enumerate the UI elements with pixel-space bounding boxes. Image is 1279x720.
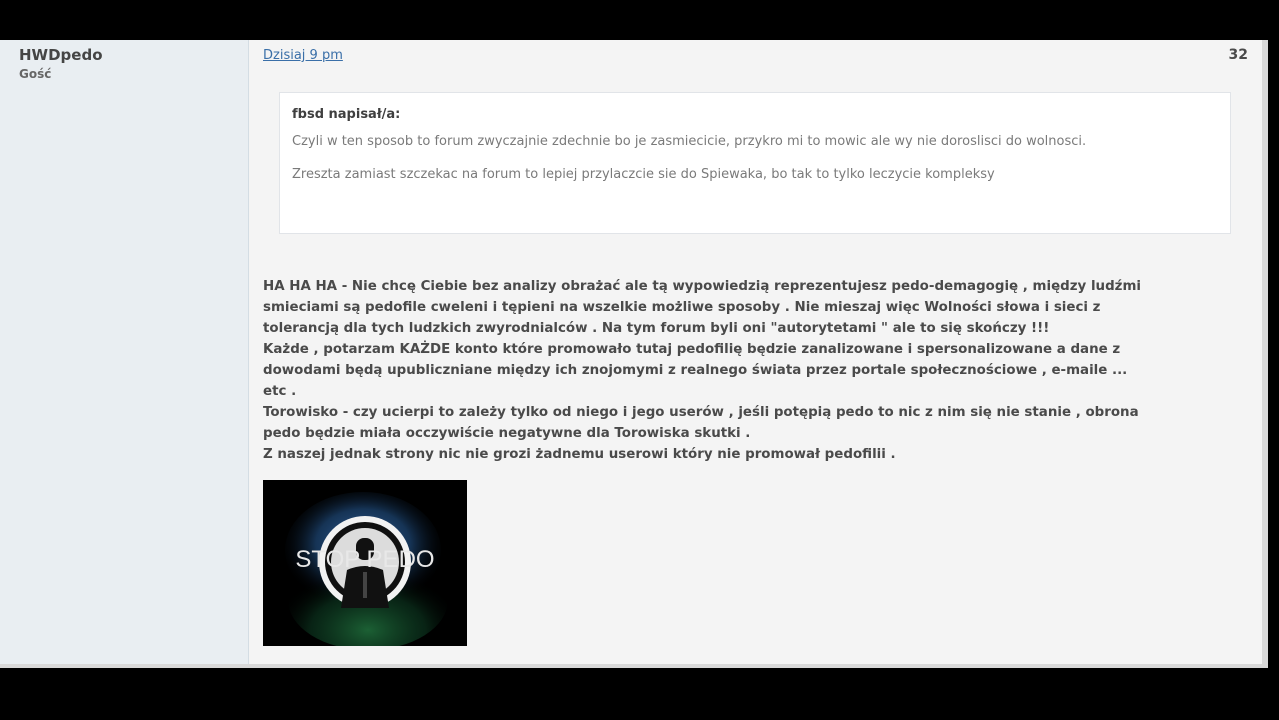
post-body-line: smieciami są pedofile cweleni i tępieni na wszelkie możliwe sposoby . Nie mieszaj więc Wolności słowa i sieci z [263,300,1101,315]
post-content [249,40,1262,664]
quote-block [279,92,1231,234]
post-body-line: etc . [263,384,297,399]
post-body-line: tolerancją dla tych ludzkich zwyrodnialców . Na tym forum byli oni "autorytetami " ale to się skończy !!! [263,321,1050,336]
post-body-line: pedo będzie miała occzywiście negatywne dla Torowiska skutki . [263,426,751,441]
post-body-line: Torowisko - czy ucierpi to zależy tylko od niego i jego userów , jeśli potępią pedo to nic z nim się nie stanie , obrona [263,405,1139,420]
post-image[interactable] [263,480,467,646]
quote-author: fbsd napisał/a: [292,107,401,122]
author-role: Gość [19,67,52,81]
post-body-line: Z naszej jednak strony nic nie grozi żadnemu userowi który nie promował pedofilii . [263,447,896,462]
author-name[interactable]: HWDpedo [19,46,103,64]
post-body-line: Każde , potarzam KAŻDE konto które promowało tutaj pedofilię będzie zanalizowane i spersonalizowane a dane z [263,342,1121,357]
post-body-text [263,276,1248,465]
quote-paragraph: Zreszta zamiast szczekac na forum to lepiej przylaczcie sie do Spiewaka, bo tak to tylko leczycie kompleksy [292,167,995,182]
post-profile-panel [0,40,249,664]
image-caption: STOP PEDO [295,546,435,573]
post-body-line: dowodami będą upubliczniane między ich znojomymi z realnego świata przez portale społecznościowe , e-maile ... [263,363,1128,378]
quote-paragraph: Czyli w ten sposob to forum zwyczajnie zdechnie bo je zasmiecicie, przykro mi to mowic ale wy nie doroslisci do wolnosci. [292,134,1087,149]
forum-post [0,40,1268,668]
post-number: 32 [1228,47,1248,63]
post-body-line: HA HA HA - Nie chcę Ciebie bez analizy obrażać ale tą wypowiedzią reprezentujesz pedo-demagogię , między ludźmi [263,279,1141,294]
post-date-link[interactable]: Dzisiaj 9 pm [263,48,343,63]
